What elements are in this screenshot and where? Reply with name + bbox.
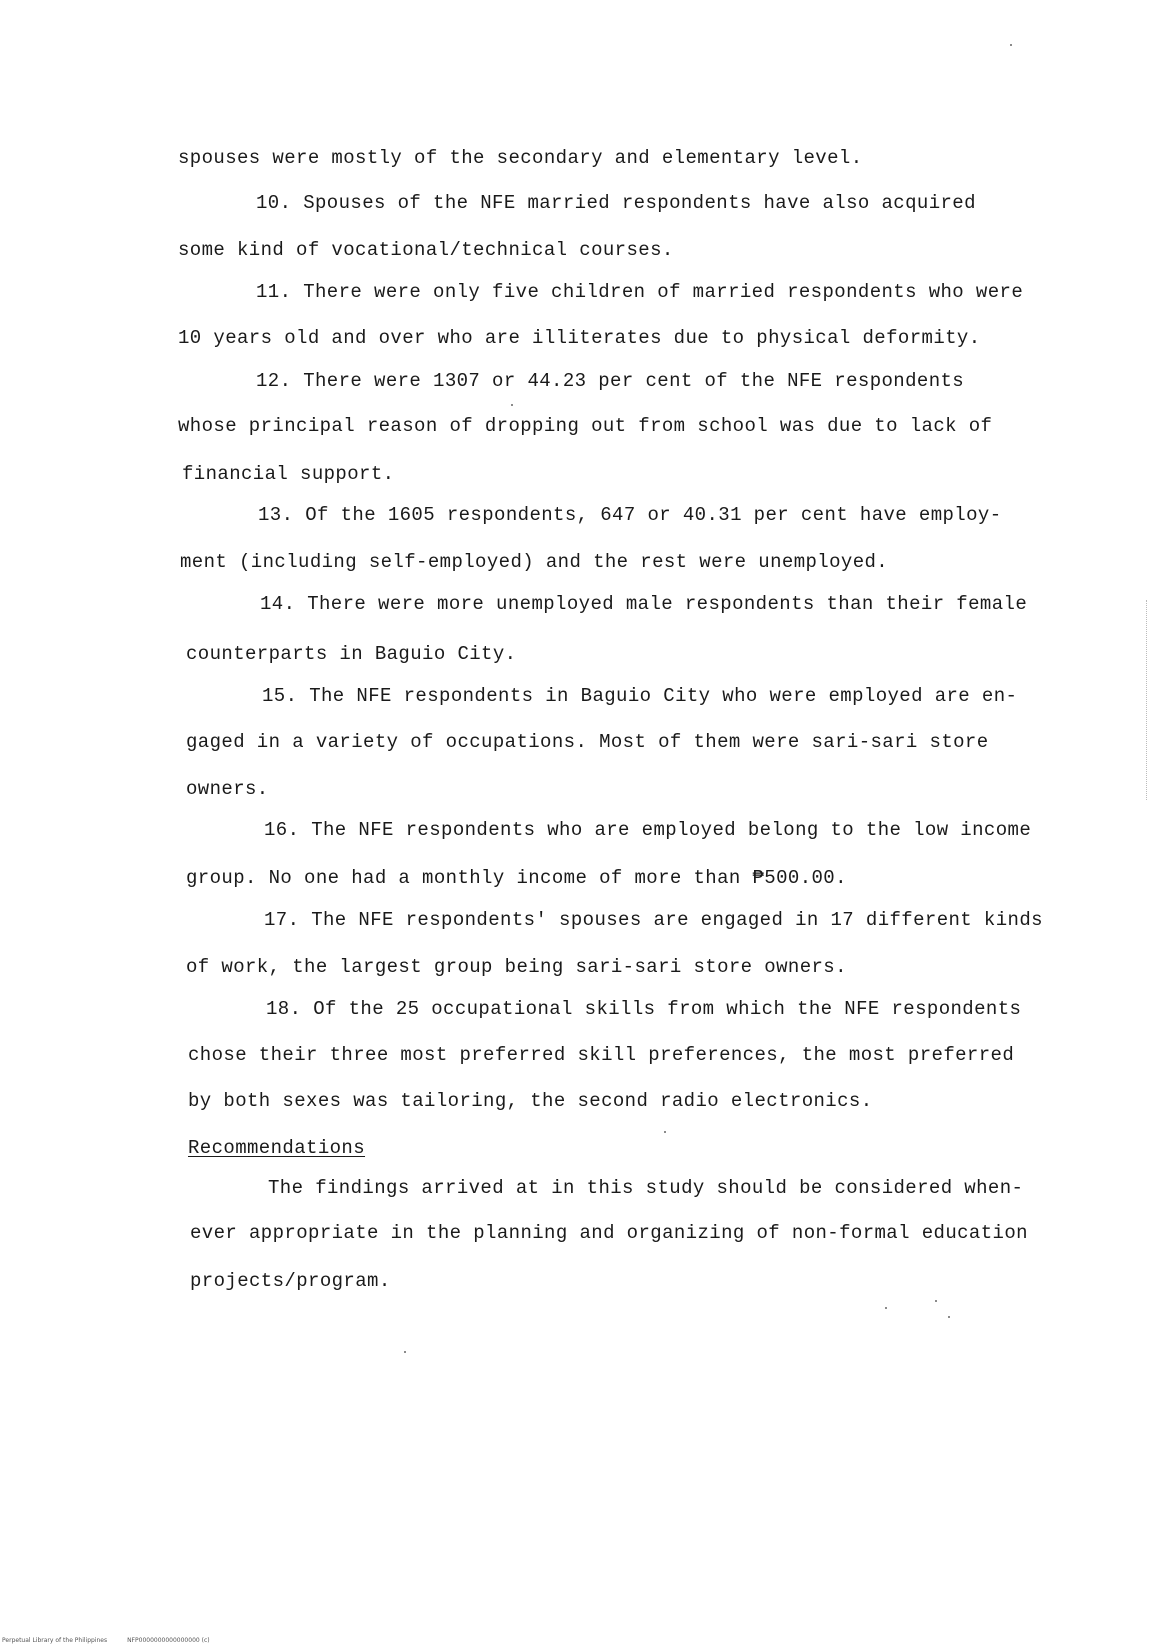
text-line: 10 years old and over who are illiterates due to physical deformity. (178, 327, 981, 349)
text-line: 18. Of the 25 occupational skills from which the NFE respondents (266, 998, 1022, 1020)
text-line: ment (including self-employed) and the rest were unemployed. (180, 551, 889, 573)
scan-edge (1146, 600, 1148, 800)
scan-speck (948, 1316, 950, 1318)
text-line: 10. Spouses of the NFE married respondents have also acquired (256, 192, 976, 214)
text-line: by both sexes was tailoring, the second radio electronics. (188, 1090, 873, 1112)
scan-speck (935, 1300, 937, 1302)
text-line: owners. (186, 778, 269, 800)
text-line: 13. Of the 1605 respondents, 647 or 40.31 per cent have employ- (258, 504, 1002, 526)
text-line: spouses were mostly of the secondary and elementary level. (178, 147, 863, 169)
text-line: ever appropriate in the planning and organizing of non-formal education (190, 1222, 1028, 1244)
text-line: chose their three most preferred skill preferences, the most preferred (188, 1044, 1015, 1066)
text-line: 15. The NFE respondents in Baguio City who were employed are en- (262, 685, 1018, 707)
footer-library: Perpetual Library of the Philippines (2, 1637, 108, 1644)
text-line: gaged in a variety of occupations. Most of them were sari-sari store (186, 731, 989, 753)
scan-speck (1010, 44, 1012, 46)
text-line: projects/program. (190, 1270, 391, 1292)
text-line: The findings arrived at in this study should be considered when- (268, 1177, 1024, 1199)
text-line: 17. The NFE respondents' spouses are engaged in 17 different kinds (264, 909, 1043, 931)
text-line: financial support. (182, 463, 395, 485)
text-line: some kind of vocational/technical courses. (178, 239, 674, 261)
section-heading: Recommendations (188, 1137, 366, 1159)
footer-credit (2, 1637, 228, 1645)
text-line: 11. There were only five children of married respondents who were (256, 281, 1024, 303)
text-line: 16. The NFE respondents who are employed belong to the low income (264, 819, 1032, 841)
scan-speck (404, 1351, 406, 1353)
text-line: group. No one had a monthly income of more than ₱500.00. (186, 867, 847, 889)
text-line: 14. There were more unemployed male respondents than their female (260, 593, 1028, 615)
text-line: 12. There were 1307 or 44.23 per cent of the NFE respondents (256, 370, 965, 392)
text-line: counterparts in Baguio City. (186, 643, 517, 665)
footer-code: NFP0000000000000000 (c) (127, 1637, 210, 1644)
text-line: of work, the largest group being sari-sari store owners. (186, 956, 847, 978)
scan-speck (511, 404, 513, 406)
scan-speck (885, 1307, 887, 1309)
scan-speck (664, 1131, 666, 1133)
text-line: whose principal reason of dropping out from school was due to lack of (178, 415, 993, 437)
